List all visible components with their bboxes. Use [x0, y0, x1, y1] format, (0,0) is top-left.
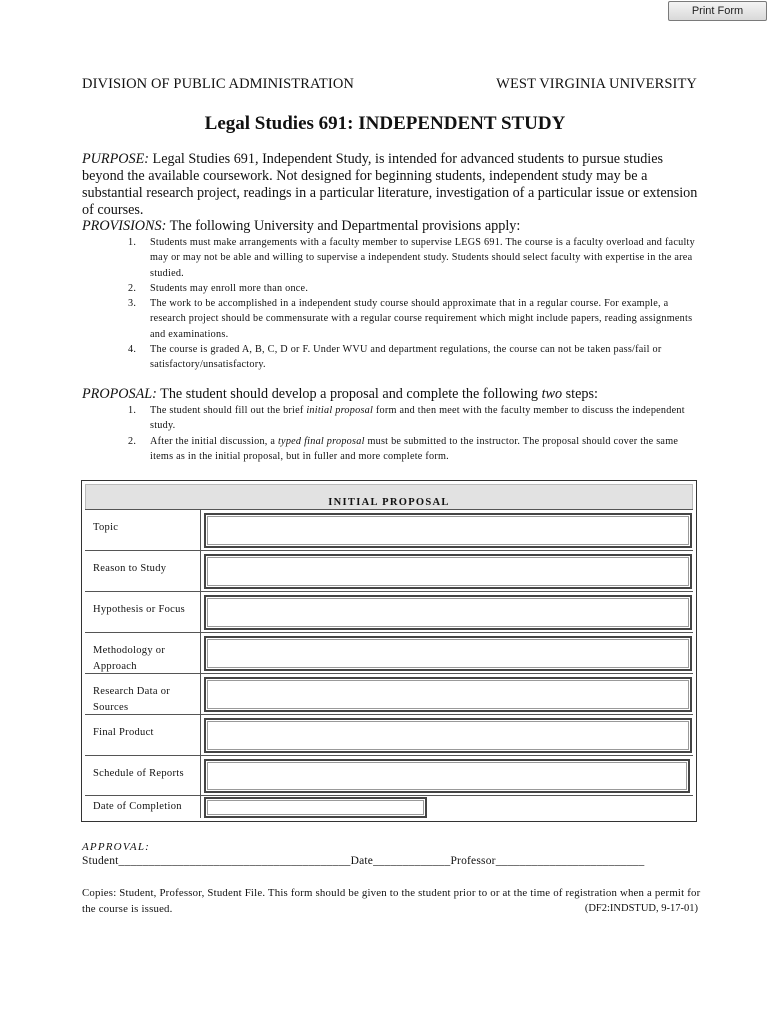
purpose-text: Legal Studies 691, Independent Study, is intended for advanced students to pursue studies beyond the available coursework. Not designed for beginning students, independent study may be a substantial research project, readings in a particular literature, investigation of a particular issue or extension of courses.	[82, 151, 698, 218]
provisions-label: PROVISIONS:	[82, 218, 167, 234]
university-header: WEST VIRGINIA UNIVERSITY	[496, 76, 697, 92]
list-item: 4. The course is graded A, B, C, D or F. Under WVU and department regulations, the course can not be taken pass/fail or satisfactory/unsatisfactory.	[128, 344, 662, 371]
form-row-final-product: Final Product	[85, 714, 693, 756]
proposal-list	[82, 403, 702, 464]
form-code: (DF2:INDSTUD, 9-17-01)	[584, 903, 698, 914]
research-data-input[interactable]	[204, 677, 692, 712]
completion-date-input[interactable]	[204, 797, 427, 818]
form-row-topic: Topic	[85, 509, 693, 551]
copies-note: Copies: Student, Professor, Student File. This form should be given to the student prior to or at the time of registration when a permit for the course is issued.	[82, 887, 701, 915]
purpose-section	[82, 151, 702, 219]
form-row-completion-date: Date of Completion	[85, 795, 693, 818]
provisions-list	[82, 235, 702, 373]
provisions-intro: The following University and Departmental provisions apply:	[169, 218, 521, 234]
approval-label: APPROVAL:	[82, 841, 151, 853]
form-row-methodology: Methodology or Approach	[85, 632, 693, 674]
initial-proposal-form	[81, 480, 697, 822]
reason-input[interactable]	[204, 554, 692, 589]
proposal-label: PROPOSAL:	[82, 386, 157, 402]
proposal-heading: PROPOSAL: The student should develop a proposal and complete the following two steps:	[82, 386, 598, 402]
print-form-button[interactable]: Print Form	[668, 1, 767, 21]
schedule-input[interactable]	[204, 759, 690, 793]
form-heading: INITIAL PROPOSAL	[85, 484, 693, 510]
list-item: 1. The student should fill out the brief initial proposal form and then meet with the faculty member to discuss the independent study.	[128, 405, 685, 432]
final-product-input[interactable]	[204, 718, 692, 753]
signature-line: Student_______________________________________Date_____________Professor_________________________	[82, 855, 645, 867]
form-row-schedule: Schedule of Reports	[85, 755, 693, 796]
page-title: Legal Studies 691: INDEPENDENT STUDY	[204, 113, 566, 134]
list-item: 3. The work to be accomplished in a independent study course should approximate that in a regular course. For example, a research project should be commensurate with a regular course requirement which might include papers, reading assignments and examinations.	[128, 298, 693, 340]
methodology-input[interactable]	[204, 636, 692, 671]
list-item: 1. Students must make arrangements with a faculty member to supervise LEGS 691. The course is a faculty overload and faculty may or may not be able and willing to supervise a independent study. Students should select faculty with expertise in the area studied.	[128, 237, 695, 279]
hypothesis-input[interactable]	[204, 595, 692, 630]
form-row-hypothesis: Hypothesis or Focus	[85, 591, 693, 633]
list-item: 2. Students may enroll more than once.	[128, 282, 309, 294]
division-header: DIVISION OF PUBLIC ADMINISTRATION	[82, 76, 354, 92]
form-row-reason: Reason to Study	[85, 550, 693, 592]
topic-input[interactable]	[204, 513, 692, 548]
purpose-label: PURPOSE:	[82, 151, 149, 167]
provisions-heading	[82, 218, 702, 235]
list-item: 2. After the initial discussion, a typed final proposal must be submitted to the instructor. The proposal should cover the same items as in the initial proposal, but in fuller and more complete form.	[128, 435, 679, 462]
form-row-research-data: Research Data or Sources	[85, 673, 693, 715]
